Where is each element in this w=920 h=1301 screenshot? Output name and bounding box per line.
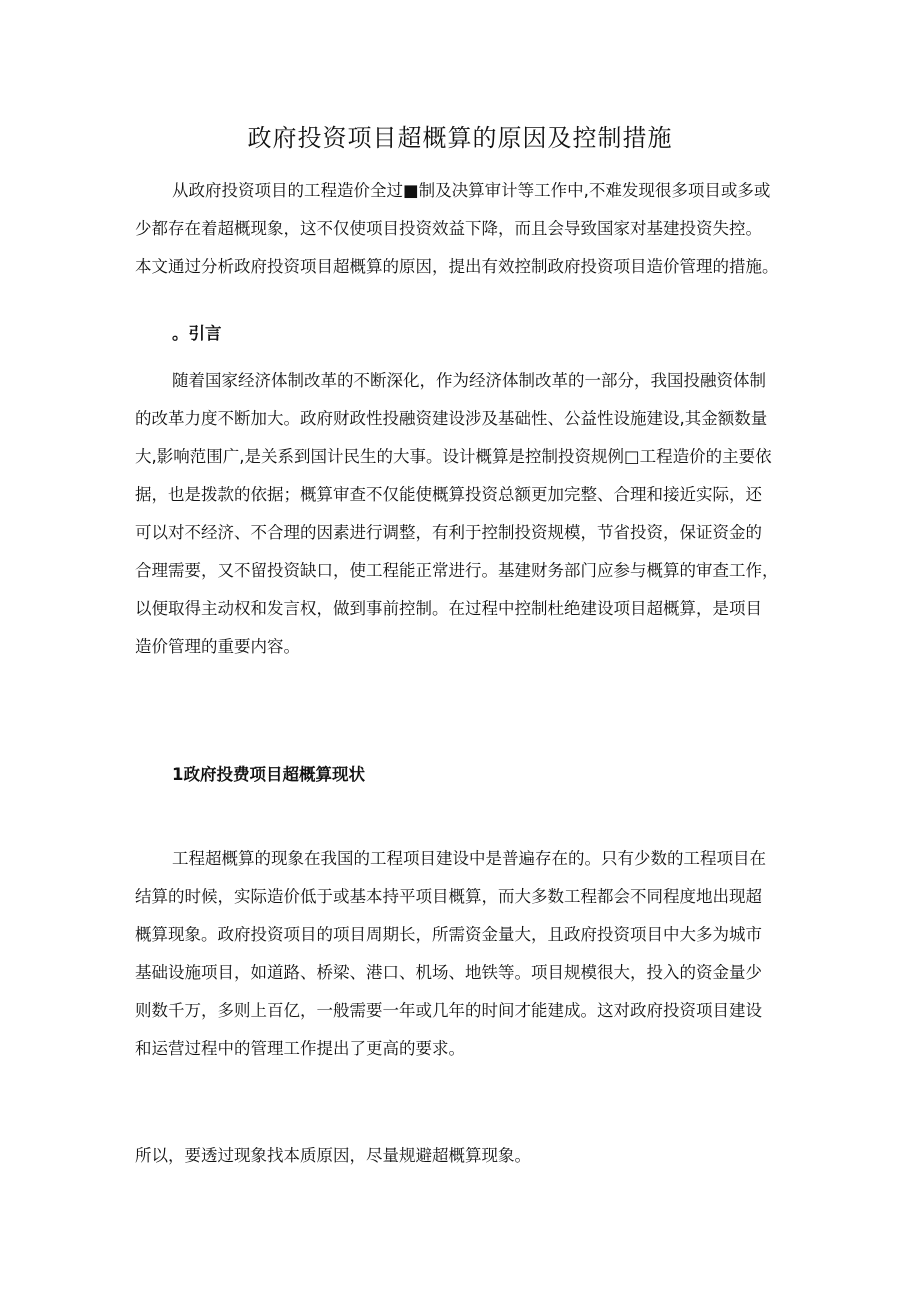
section1-paragraph — [135, 840, 800, 1068]
intro-line: 合理需要，又不留投资缺口，使工程能正常进行。基建财务部门应参与概算的审查工作， — [135, 561, 779, 580]
abstract-line: 少都存在着超概现象，这不仅使项目投资效益下降，而且会导致国家对基建投资失控。 — [135, 219, 762, 238]
section1-line: 和运营过程中的管理工作提出了更高的要求。 — [135, 1039, 465, 1058]
intro-line: 造价管理的重要内容。 — [135, 637, 300, 656]
intro-line: 大,影响范围广,是关系到国计民生的大事。设计概算是控制投资规例□工程造价的主要依 — [135, 447, 772, 466]
section1-heading: 1政府投费项目超概算现状 — [172, 765, 365, 784]
section1-line: 基础设施项目，如道路、桥梁、港口、机场、地铁等。项目规模很大，投入的资金量少 — [135, 963, 762, 982]
section1-line: 概算现象。政府投资项目的项目周期长，所需资金量大，且政府投资项目中大多为城市 — [135, 925, 762, 944]
abstract-line: 从政府投资项目的工程造价全过■制及决算审计等工作中,不难发现很多项目或多或 — [172, 181, 771, 200]
intro-line: 的改革力度不断加大。政府财政性投融资建设涉及基础性、公益性设施建设,其金额数量 — [135, 409, 768, 428]
intro-line: 可以对不经济、不合理的因素进行调整，有利于控制投资规模，节省投资，保证资金的 — [135, 523, 762, 542]
section1-line: 工程超概算的现象在我国的工程项目建设中是普遍存在的。只有少数的工程项目在 — [172, 849, 766, 868]
intro-line: 据，也是拨款的依据；概算审查不仅能使概算投资总额更加完整、合理和接近实际，还 — [135, 485, 762, 504]
abstract-line: 本文通过分析政府投资项目超概算的原因，提出有效控制政府投资项目造价管理的措施。 — [135, 257, 779, 276]
intro-line: 随着国家经济体制改革的不断深化，作为经济体制改革的一部分，我国投融资体制 — [172, 371, 766, 390]
abstract-paragraph — [135, 172, 800, 286]
intro-heading: 。引言 — [172, 324, 222, 343]
section1-line: 则数千万，多则上百亿，一般需要一年或几年的时间才能建成。这对政府投资项目建设 — [135, 1001, 762, 1020]
intro-paragraph — [135, 362, 800, 666]
section1-line: 结算的时候，实际造价低于或基本持平项目概算，而大多数工程都会不同程度地出现超 — [135, 887, 762, 906]
intro-line: 以便取得主动权和发言权，做到事前控制。在过程中控制杜绝建设项目超概算，是项目 — [135, 599, 762, 618]
closing-paragraph — [135, 1137, 800, 1175]
document-title: 政府投资项目超概算的原因及控制措施 — [247, 124, 673, 152]
closing-line: 所以，要透过现象找本质原因，尽量规避超概算现象。 — [135, 1146, 531, 1165]
